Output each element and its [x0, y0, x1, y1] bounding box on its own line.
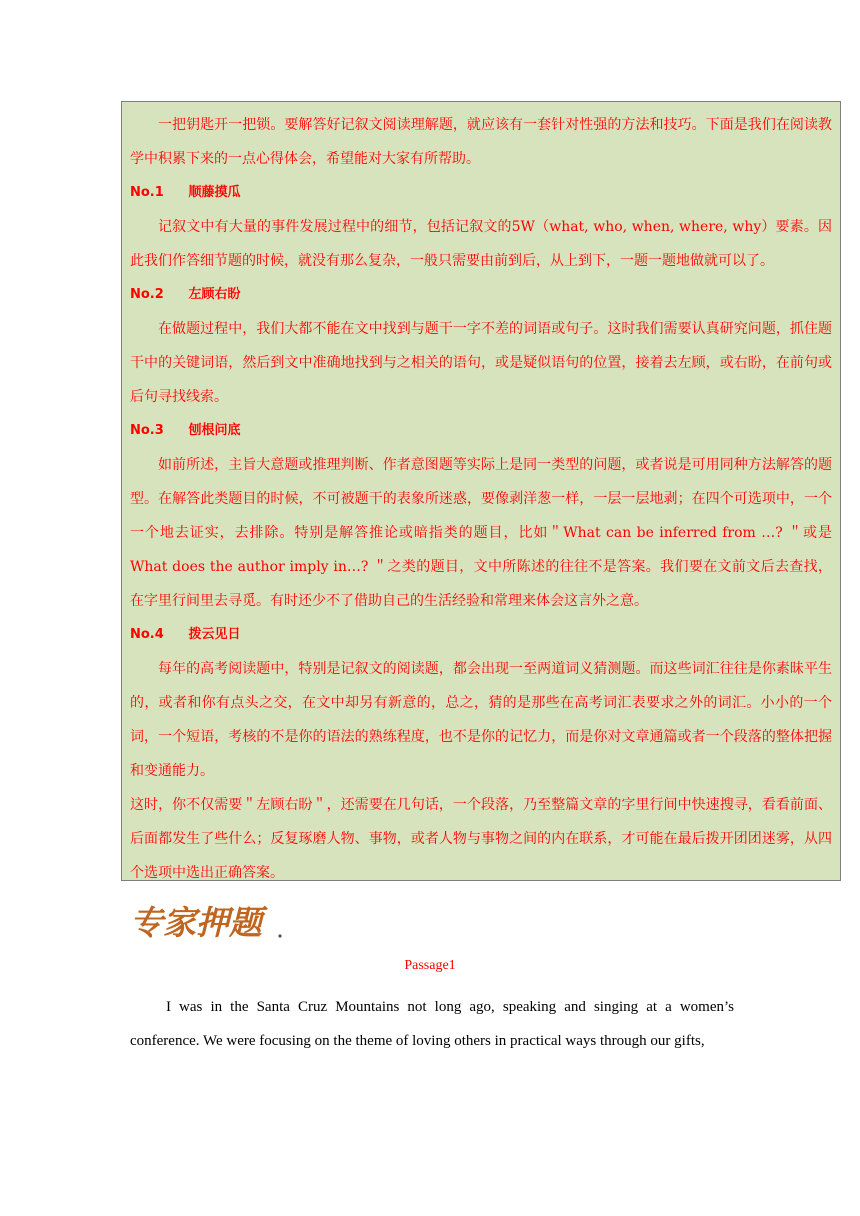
- section-title: 顺藤摸瓜: [188, 185, 241, 200]
- passage-body: [130, 990, 734, 1058]
- section-heading-3: [130, 414, 832, 448]
- section-number: No.4: [130, 627, 164, 642]
- logo-graphic: [128, 903, 284, 943]
- expert-prediction-logo: [128, 903, 284, 943]
- section-paragraph: 在做题过程中，我们大都不能在文中找到与题干一字不差的词语或句子。这时我们需要认真研究问题，抓住题干中的关键词语，然后到文中准确地找到与之相关的语句，或是疑似语句的位置，接着去左顾，或右盼，在前句或后句寻找线索。: [130, 321, 832, 405]
- tips-intro: 一把钥匙开一把锁。要解答好记叙文阅读理解题，就应该有一套针对性强的方法和技巧。下面是我们在阅读教学中积累下来的一点心得体会，希望能对大家有所帮助。: [130, 117, 832, 167]
- logo-text: 专家押题: [130, 903, 262, 942]
- section-number: No.2: [130, 287, 164, 302]
- passage-paragraph: I was in the Santa Cruz Mountains not long ago, speaking and singing at a women’s conference. We were focusing on the theme of loving others in practical ways through our gifts,: [130, 999, 734, 1049]
- section-paragraph: 如前所述，主旨大意题或推理判断、作者意图题等实际上是同一类型的问题，或者说是可用同种方法解答的题型。在解答此类题目的时候，不可被题干的表象所迷惑，要像剥洋葱一样，一层一层地剥；在四个可选项中，一个一个地去证实，去排除。特别是解答推论或暗指类的题目，比如＂What can be inferred from …? ＂或是 What does the author imply in…? ＂之类的题目，文中所陈述的往往不是答案。我们要在文前文后去查找，在字里行间里去寻觅。有时还少不了借助自己的生活经验和常理来体会这言外之意。: [130, 457, 832, 609]
- section-paragraph: 这时，你不仅需要＂左顾右盼＂，还需要在几句话，一个段落，乃至整篇文章的字里行间中快速搜寻，看看前面、后面都发生了些什么；反复琢磨人物、事物，或者人物与事物之间的内在联系，才可能在最后拨开团团迷雾，从四个选项中选出正确答案。: [130, 797, 832, 881]
- passage-title: Passage1: [404, 958, 456, 973]
- section-paragraph: 记叙文中有大量的事件发展过程中的细节，包括记叙文的5W（what, who, when, where, why）要素。因此我们作答细节题的时候，就没有那么复杂，一般只需要由前到后，从上到下，一题一题地做就可以了。: [130, 219, 832, 269]
- section-title: 拨云见日: [188, 627, 241, 642]
- section-paragraph: 每年的高考阅读题中，特别是记叙文的阅读题，都会出现一至两道词义猜测题。而这些词汇往往是你素昧平生的，或者和你有点头之交，在文中却另有新意的，总之，猜的是那些在高考词汇表要求之外的词汇。小小的一个词，一个短语，考核的不是你的语法的熟练程度，也不是你的记忆力，而是你对文章通篇或者一个段落的整体把握和变通能力。: [130, 661, 832, 779]
- section-heading-1: [130, 176, 832, 210]
- section-heading-2: [130, 278, 832, 312]
- section-number: No.1: [130, 185, 164, 200]
- section-title: 刨根问底: [188, 423, 241, 438]
- logo-dot: [278, 934, 281, 937]
- tips-box: [121, 101, 841, 881]
- section-number: No.3: [130, 423, 164, 438]
- section-heading-4: [130, 618, 832, 652]
- section-title: 左顾右盼: [188, 287, 241, 302]
